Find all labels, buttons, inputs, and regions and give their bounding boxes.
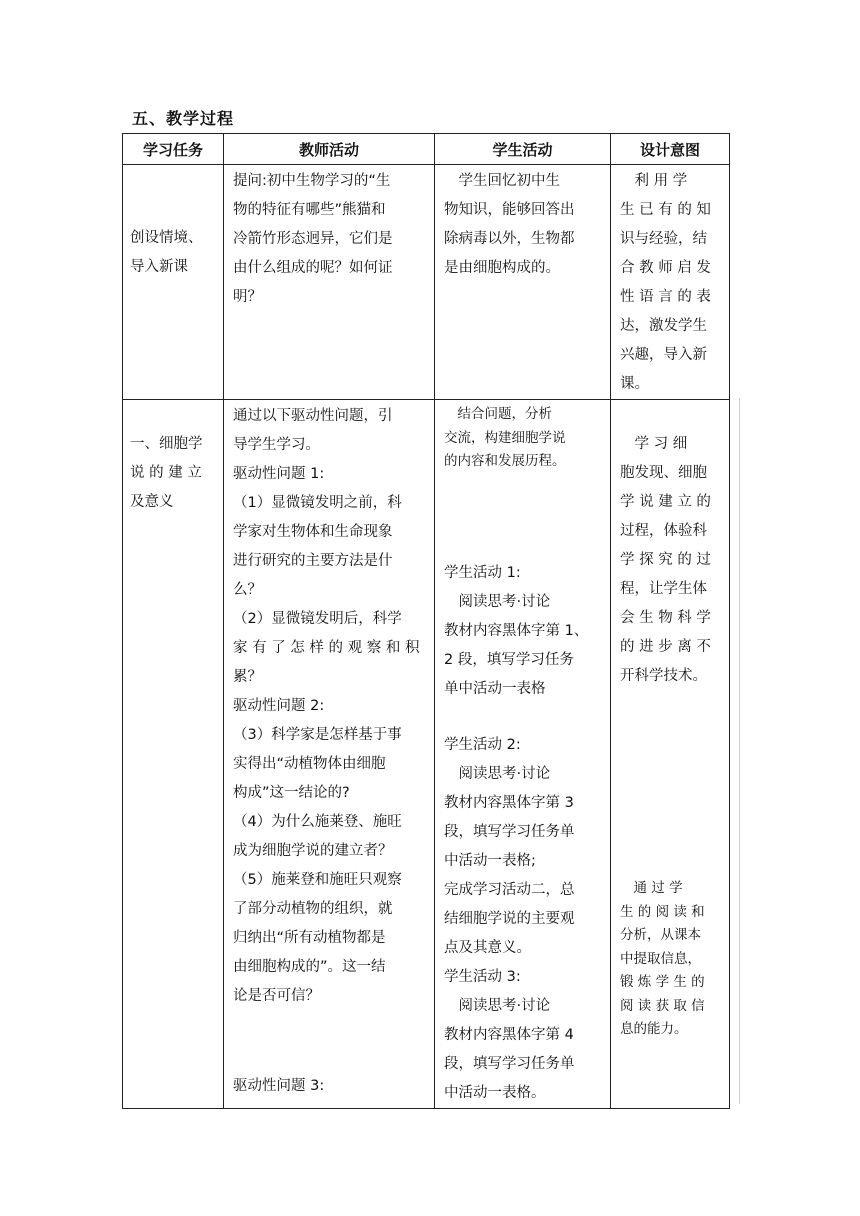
row2-student-cell [435, 400, 611, 1109]
row2-intent-part2: 通 过 学 生 的 阅 读 和 分析，从课本 中提取信息， 锻 炼 学 生 的 阅 读 获 取 信 息的能力。 [620, 880, 705, 1037]
header-learning-task: 学习任务 [123, 134, 224, 165]
row2-student-activity2-3: 学生活动 2: 阅读思考·讨论 教材内容黑体字第 3 段，填写学习任务单 中活动一表格; 完成学习活动二，总 结细胞学说的主要观 点及其意义。 学生活动 3: 阅读思考·讨论 教材内容黑体字第 4 段，填写学习任务单 中活动一表格。 [444, 736, 575, 1101]
row1-student-text: 学生回忆初中生 物知识，能够回答出 除病毒以外，生物都 是由细胞构成的。 [444, 173, 575, 276]
row2-task-text: 一、细胞学 说 的 建 立 及意义 [130, 436, 203, 510]
row1-teacher-text: 提问:初中生物学习的“生 物的特征有哪些”熊猫和 冷箭竹形态迥异，它们是 由什么组成的呢？如何证 明？ [233, 173, 393, 305]
table-header-row [123, 134, 730, 165]
row2-student-intro: 结合问题，分析 交流，构建细胞学说 的内容和发展历程。 [444, 406, 566, 469]
row2-teacher-questions: 通过以下驱动性问题，引 导学生学习。 驱动性问题 1: （1）显微镜发明之前，科 学家对生物体和生命现象 进行研究的主要方法是什 么？ （2）显微镜发明后，科学 家 有 了 怎 样 的 观 察 和 积 累？ 驱动性问题 2: （3）科学家是怎样基于事 实得出“动植物体由细胞 构成”这一结论的? （4）为什么施莱登、施旺 成为细胞学说的建立者？ （5）施莱登和施旺只观察 了部分动植物的组织，就 归纳出“所有动植物都是 由细胞构成的”。这一结 论是否可信？ [233, 408, 420, 1004]
row1-intent-cell [611, 165, 730, 400]
header-teacher-activity: 教师活动 [224, 134, 435, 165]
row2-teacher-question3: 驱动性问题 3: [233, 1078, 325, 1094]
row2-teacher-cell [224, 400, 435, 1109]
row2-intent-cell [611, 400, 730, 1109]
row2-student-activity1: 学生活动 1: 阅读思考·讨论 教材内容黑体字第 1、 2 段，填写学习任务 单中活动一表格 [444, 564, 589, 697]
table-row [123, 400, 730, 1109]
row1-student-cell [435, 165, 611, 400]
row1-task-cell [123, 165, 224, 400]
section-title: 五、教学过程 [132, 109, 235, 128]
table-row [123, 165, 730, 400]
row1-intent-text: 利 用 学 生 已 有 的 知 识与经验，结 合 教 师 启 发 性 语 言 的 表 达，激发学生 兴趣，导入新 课。 [620, 173, 711, 392]
row2-intent-part1: 学 习 细 胞发现、细胞 学 说 建 立 的 过程，体验科 学 探 究 的 过 程，让学生体 会 生 物 科 学 的 进 步 离 不 开科学技术。 [620, 436, 711, 684]
row2-task-cell [123, 400, 224, 1109]
page-edge-line [739, 398, 740, 1104]
header-design-intent: 设计意图 [611, 134, 730, 165]
row1-teacher-cell [224, 165, 435, 400]
teaching-process-table [122, 133, 730, 1109]
row1-task-text: 创设情境、 导入新课 [130, 230, 203, 275]
header-student-activity: 学生活动 [435, 134, 611, 165]
